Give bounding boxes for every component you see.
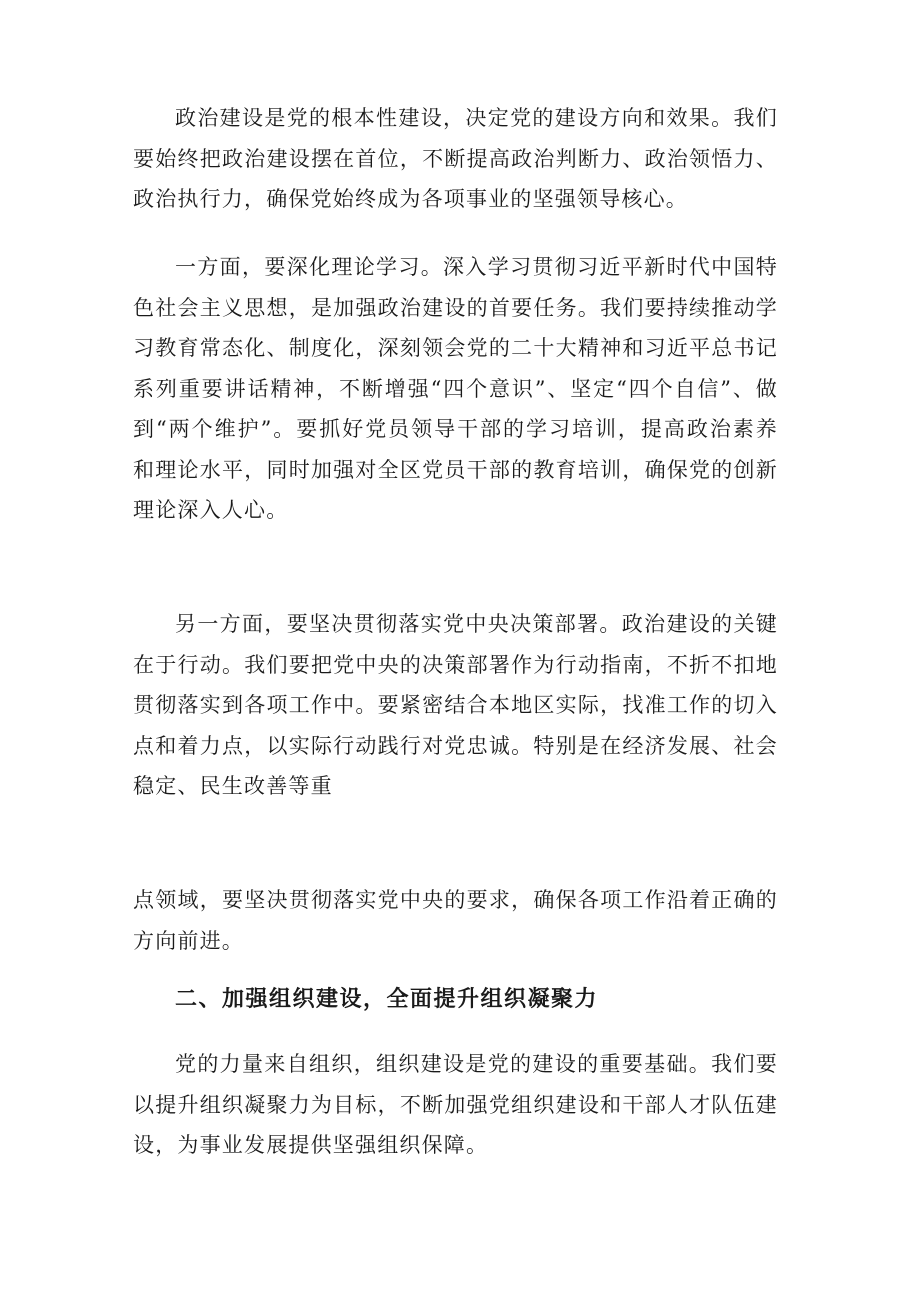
paragraph-decision-implementation: 另一方面，要坚决贯彻落实党中央决策部署。政治建设的关键在于行动。我们要把党中央的决策部署作为行动指南，不折不扣地贯彻落实到各项工作中。要紧密结合本地区实际，找准工作的切入点和着力点，以实际行动践行对党忠诚。特别是在经济发展、社会稳定、民生改善等重: [133, 612, 778, 798]
paragraph-key-areas: 点领域，要坚决贯彻落实党中央的要求，确保各项工作沿着正确的方向前进。: [133, 888, 778, 953]
paragraph-political-building: 政治建设是党的根本性建设，决定党的建设方向和效果。我们要始终把政治建设摆在首位，不断提高政治判断力、政治领悟力、政治执行力，确保党始终成为各项事业的坚强领导核心。: [133, 106, 778, 211]
section-heading: 二、加强组织建设，全面提升组织凝聚力: [175, 987, 599, 1012]
paragraph-organization-building: 党的力量来自组织，组织建设是党的建设的重要基础。我们要以提升组织凝聚力为目标，不断加强党组织建设和干部人才队伍建设，为事业发展提供坚强组织保障。: [133, 1052, 778, 1157]
paragraph-theory-study: 一方面，要深化理论学习。深入学习贯彻习近平新时代中国特色社会主义思想，是加强政治建设的首要任务。我们要持续推动学习教育常态化、制度化，深刻领会党的二十大精神和习近平总书记系列重要讲话精神，不断增强“四个意识”、坚定“四个自信”、做到“两个维护”。要抓好党员领导干部的学习培训，提高政治素养和理论水平，同时加强对全区党员干部的教育培训，确保党的创新理论深入人心。: [133, 255, 778, 522]
